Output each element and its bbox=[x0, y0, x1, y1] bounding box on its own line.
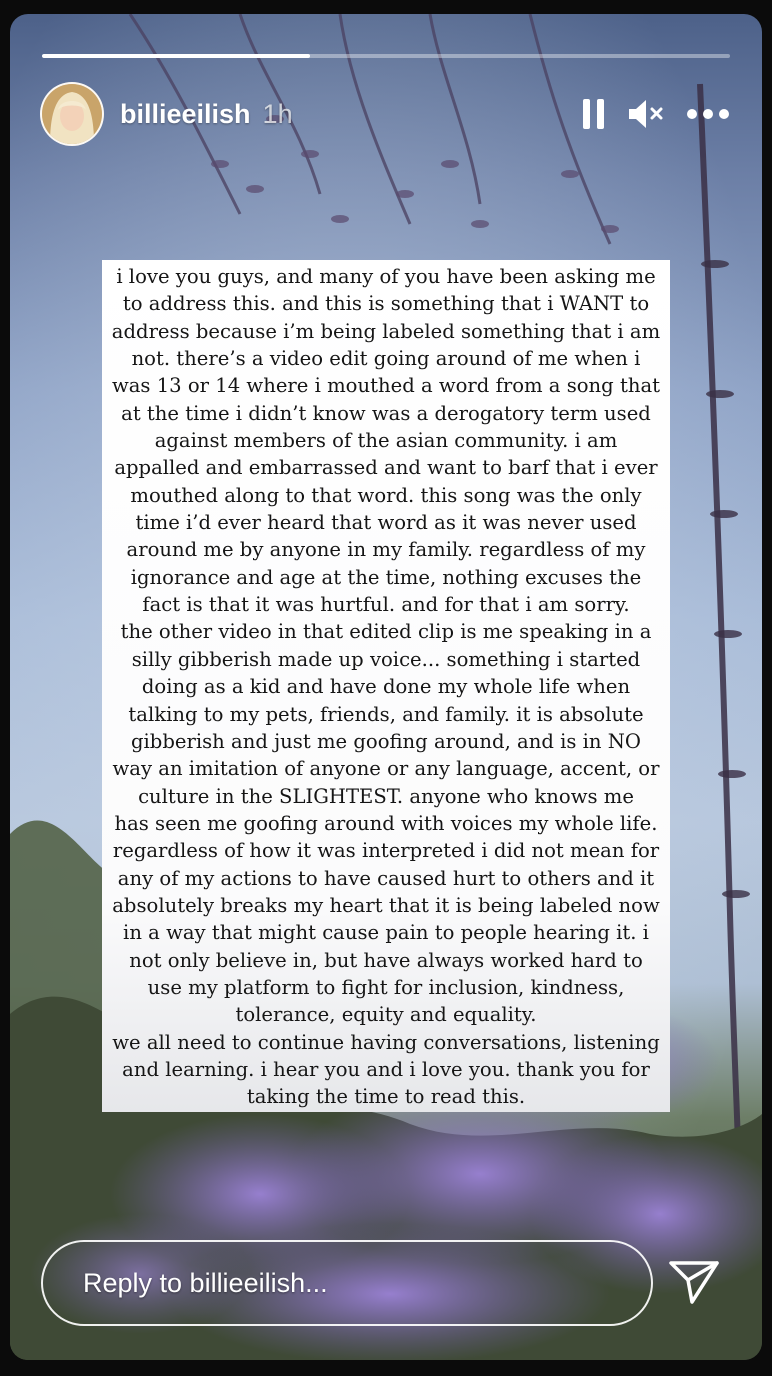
story-progress-fill bbox=[42, 54, 310, 58]
send-icon bbox=[668, 1258, 720, 1306]
statement-line: and learning. i hear you and i love you. thank you for bbox=[122, 1057, 650, 1081]
avatar-image bbox=[42, 84, 102, 144]
story-viewer[interactable] bbox=[10, 14, 762, 1360]
statement-line: against members of the asian community. i am bbox=[154, 429, 618, 453]
statement-line: use my platform to fight for inclusion, kindness, bbox=[147, 975, 625, 999]
more-options-button[interactable] bbox=[686, 108, 730, 120]
statement-line: culture in the SLIGHTEST. anyone who knows me bbox=[138, 784, 634, 808]
statement-line: ignorance and age at the time, nothing excuses the bbox=[130, 565, 642, 589]
statement-line: regardless of how it was interpreted i did not mean for bbox=[112, 839, 660, 863]
statement-line: we all need to continue having conversations, listening bbox=[112, 1030, 660, 1054]
statement-line: the other video in that edited clip is me speaking in a bbox=[120, 620, 652, 644]
statement-line: not. there’s a video edit going around of me when i bbox=[131, 347, 641, 371]
statement-line: any of my actions to have caused hurt to others and it bbox=[117, 866, 655, 890]
statement-line: was 13 or 14 where i mouthed a word from a song that bbox=[111, 374, 660, 398]
statement-line: tolerance, equity and equality. bbox=[235, 1003, 537, 1027]
statement-line: gibberish and just me goofing around, and is in NO bbox=[131, 729, 641, 753]
statement-line: at the time i didn’t know was a derogatory term used bbox=[121, 401, 651, 425]
statement-line: absolutely breaks my heart that it is being labeled now bbox=[112, 893, 660, 917]
statement-line: has seen me goofing around with voices my whole life. bbox=[114, 811, 658, 835]
statement-line: mouthed along to that word. this song was the only bbox=[130, 483, 642, 507]
story-timestamp: 1h bbox=[262, 98, 293, 129]
statement-line: way an imitation of anyone or any language, accent, or bbox=[112, 757, 660, 781]
statement-line: taking the time to read this. bbox=[246, 1085, 526, 1109]
statement-line: time i’d ever heard that word as it was never used bbox=[135, 511, 637, 535]
statement-line: talking to my pets, friends, and family. it is absolute bbox=[128, 702, 644, 726]
statement-text-card bbox=[102, 260, 670, 1112]
statement-line: around me by anyone in my family. regardless of my bbox=[126, 538, 646, 562]
statement-line: address because i’m being labeled something that i am bbox=[111, 319, 661, 343]
statement-line: i love you guys, and many of you have been asking me bbox=[116, 265, 656, 288]
pause-button[interactable] bbox=[582, 98, 606, 130]
more-horizontal-icon bbox=[686, 108, 730, 120]
story-header bbox=[40, 82, 730, 146]
statement-line: silly gibberish made up voice... something i started bbox=[131, 647, 641, 671]
reply-placeholder: Reply to billieeilish... bbox=[83, 1267, 328, 1298]
send-button[interactable] bbox=[664, 1252, 724, 1312]
mute-button[interactable] bbox=[628, 98, 664, 130]
story-controls bbox=[582, 98, 730, 130]
statement-line: fact is that it was hurtful. and for that i am sorry. bbox=[142, 593, 630, 617]
pause-icon bbox=[582, 98, 606, 130]
volume-muted-icon bbox=[628, 98, 664, 130]
statement-line: doing as a kid and have done my whole life when bbox=[141, 675, 631, 699]
statement-line: in a way that might cause pain to people hearing it. i bbox=[123, 921, 649, 945]
statement-line: to address this. and this is something that i WANT to bbox=[122, 292, 650, 316]
statement-line: not only believe in, but have always worked hard to bbox=[129, 948, 643, 972]
story-progress-bar bbox=[42, 54, 730, 58]
statement-line: appalled and embarrassed and want to barf that i ever bbox=[114, 456, 658, 480]
avatar[interactable] bbox=[40, 82, 104, 146]
story-username[interactable]: billieeilish bbox=[120, 98, 251, 129]
reply-input[interactable] bbox=[41, 1240, 653, 1326]
